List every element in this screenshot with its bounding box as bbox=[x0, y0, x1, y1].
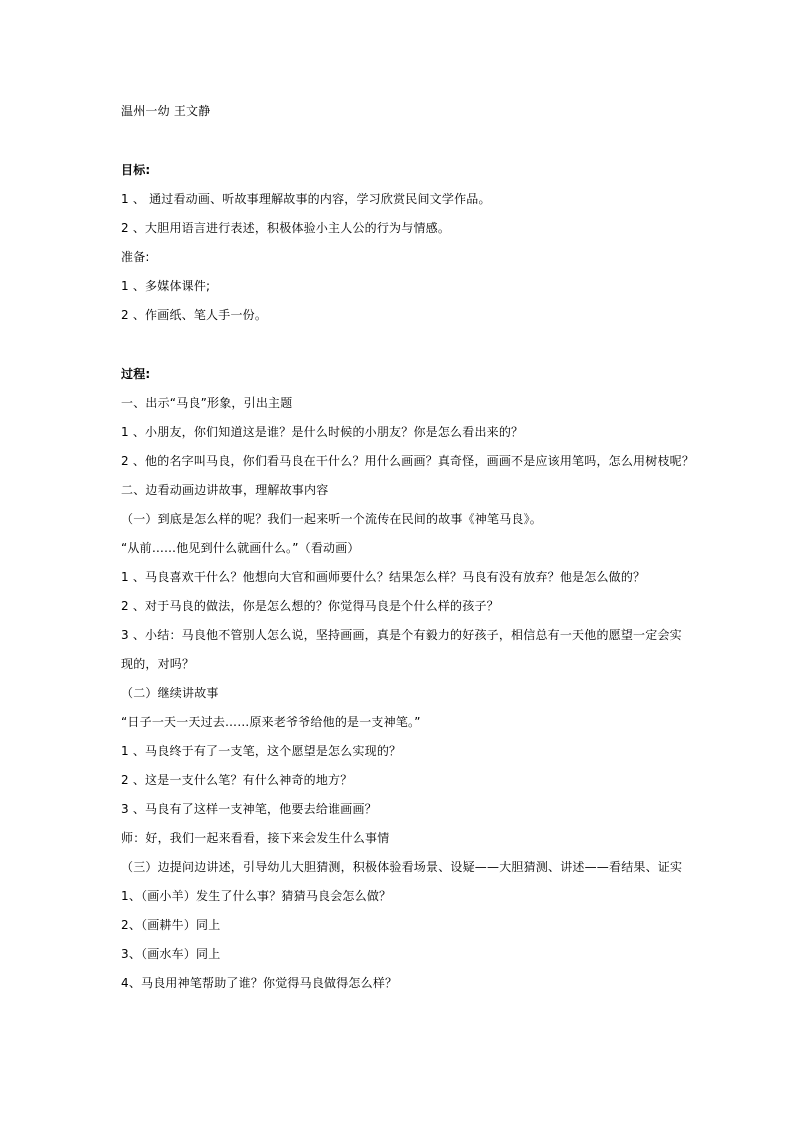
part-2-quote: “日子一天一天过去……原来老爷爷给他的是一支神笔。” bbox=[121, 715, 421, 729]
part-1-summary-line-2: 现的，对吗？ bbox=[121, 657, 195, 671]
teacher-line: 师：好，我们一起来看看，接下来会发生什么事情 bbox=[121, 831, 390, 845]
prep-item-2: 2 、作画纸、笔人手一份。 bbox=[121, 308, 268, 322]
goal-item-1: 1 、 通过看动画、听故事理解故事的内容，学习欣赏民间文学作品。 bbox=[121, 192, 491, 206]
prep-item-1: 1 、多媒体课件; bbox=[121, 279, 211, 293]
part-1-quote: “从前……他见到什么就画什么。”（看动画） bbox=[121, 541, 360, 555]
part-3-question-4: 4、马良用神笔帮助了谁？你觉得马良做得怎么样？ bbox=[121, 976, 398, 990]
part-2-question-1: 1 、马良终于有了一支笔，这个愿望是怎么实现的？ bbox=[121, 744, 402, 758]
part-3-title: （三）边提问边讲述，引导幼儿大胆猜测，积极体验看场景、设疑——大胆猜测、讲述——看结果、证实 bbox=[121, 860, 683, 874]
part-1-question-1: 1 、马良喜欢干什么？他想向大官和画师要什么？结果怎么样？马良有没有放弃？他是怎么做的？ bbox=[121, 570, 646, 584]
part-3-question-2: 2、（画耕牛）同上 bbox=[121, 918, 221, 932]
part-2-question-2: 2 、这是一支什么笔？有什么神奇的地方？ bbox=[121, 773, 353, 787]
part-1-question-2: 2 、对于马良的做法，你是怎么想的？你觉得马良是个什么样的孩子？ bbox=[121, 599, 499, 613]
part-2-title: （二）继续讲故事 bbox=[121, 686, 219, 700]
part-3-question-3: 3、（画水车）同上 bbox=[121, 947, 221, 961]
step-1-question-2: 2 、他的名字叫马良，你们看马良在干什么？用什么画画？真奇怪，画画不是应该用笔吗，怎么用树枝呢？ bbox=[121, 454, 695, 468]
process-heading: 过程: bbox=[121, 367, 151, 381]
goals-heading: 目标: bbox=[121, 163, 151, 177]
part-1-title: （一）到底是怎么样的呢？我们一起来听一个流传在民间的故事《神笔马良》。 bbox=[121, 512, 543, 526]
step-2-title: 二、边看动画边讲故事，理解故事内容 bbox=[121, 483, 329, 497]
step-1-question-1: 1 、小朋友，你们知道这是谁？是什么时候的小朋友？你是怎么看出来的？ bbox=[121, 425, 524, 439]
part-2-question-3: 3 、马良有了这样一支神笔，他要去给谁画画？ bbox=[121, 802, 377, 816]
goal-item-2: 2 、大胆用语言进行表述，积极体验小主人公的行为与情感。 bbox=[121, 221, 451, 235]
prep-heading: 准备: bbox=[121, 250, 150, 264]
author-line: 温州一幼 王文静 bbox=[121, 104, 211, 118]
part-3-question-1: 1、（画小羊）发生了什么事？猜猜马良会怎么做？ bbox=[121, 889, 392, 903]
step-1-title: 一、出示“马良”形象，引出主题 bbox=[121, 396, 293, 410]
part-1-summary-line-1: 3 、小结：马良他不管别人怎么说，坚持画画，真是个有毅力的好孩子，相信总有一天他的愿望一定会实 bbox=[121, 628, 682, 642]
